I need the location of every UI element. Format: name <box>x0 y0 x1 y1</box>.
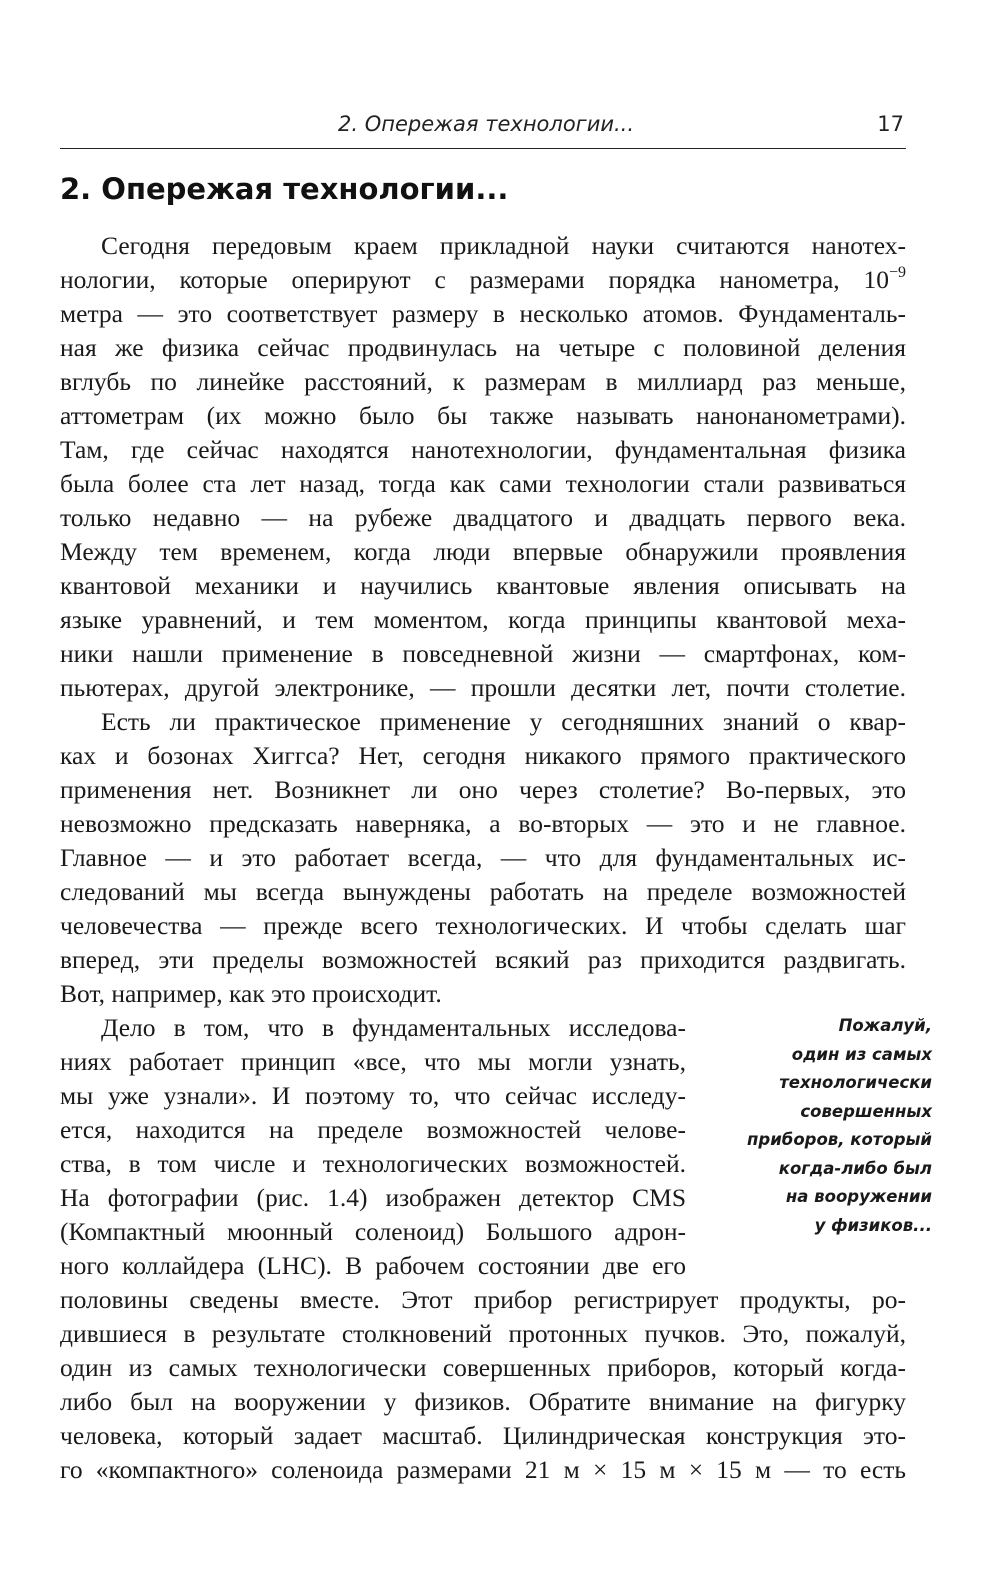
text-line: была более ста лет назад, тогда как сами технологии стали развиваться <box>60 469 906 498</box>
chapter-heading: 2. Опережая технологии... <box>60 172 509 206</box>
page-number: 17 <box>877 112 904 136</box>
running-title: 2. Опережая технологии... <box>338 112 635 136</box>
text-line: го «компактного» соленоида размерами 21 м × 15 м × 15 м — то есть <box>60 1455 906 1484</box>
text-line: Между тем временем, когда люди впервые обнаружили проявления <box>60 537 906 566</box>
margin-note-line: у физиков... <box>814 1215 932 1235</box>
text-line: (Компактный мюонный соленоид) Большого адрон- <box>60 1217 686 1246</box>
text-line: применения нет. Возникнет ли оно через столетие? Во-первых, это <box>60 775 906 804</box>
text-line: метра — это соответствует размеру в несколько атомов. Фундаменталь- <box>60 299 906 328</box>
text-line: ства, в том числе и технологических возможностей. <box>60 1149 686 1178</box>
margin-note-line: приборов, который <box>747 1130 932 1149</box>
text-line: пьютерах, другой электронике, — прошли десятки лет, почти столетие. <box>60 673 906 702</box>
margin-note-line: Пожалуй, <box>838 1016 932 1035</box>
margin-note-line: один из самых <box>791 1044 932 1064</box>
text-line: дившиеся в результате столкновений протонных пучков. Это, пожалуй, <box>60 1319 906 1348</box>
text-line: Главное — и это работает всегда, — что для фундаментальных ис- <box>60 843 906 872</box>
text-line: На фотографии (рис. 1.4) изображен детектор CMS <box>60 1183 686 1212</box>
text-line: только недавно — на рубеже двадцатого и двадцать первого века. <box>60 503 906 532</box>
text-line: вглубь по линейке расстояний, к размерам в миллиард раз меньше, <box>60 367 906 396</box>
text-line: Дело в том, что в фундаментальных исследова- <box>101 1013 686 1042</box>
text-line: аттометрам (их можно было бы также называть нанонанометрами). <box>60 401 906 430</box>
text-line: ниях работает принцип «все, что мы могли узнать, <box>60 1047 686 1076</box>
text-line: Есть ли практическое применение у сегодняшних знаний о квар- <box>101 707 906 736</box>
text-line-with-exponent: нологии, которые оперируют с размерами порядка нанометра, $10^{-9}$ <box>60 264 907 294</box>
text-line: ники нашли применение в повседневной жизни — смартфонах, ком- <box>60 639 906 668</box>
text-line: невозможно предсказать наверняка, а во-вторых — это и не главное. <box>60 809 906 838</box>
text-line: половины сведены вместе. Этот прибор регистрирует продукты, ро- <box>60 1285 906 1314</box>
text-line: ках и бозонах Хиггса? Нет, сегодня никакого прямого практического <box>60 741 906 770</box>
text-line: человечества — прежде всего технологических. И чтобы сделать шаг <box>60 911 906 940</box>
exponent-base: 10 <box>863 265 889 294</box>
text-line: квантовой механики и научились квантовые явления описывать на <box>60 571 906 600</box>
margin-note-line: на вооружении <box>785 1187 932 1206</box>
text-line: Там, где сейчас находятся нанотехнологии, фундаментальная физика <box>60 435 906 464</box>
text-line: один из самых технологически совершенных приборов, который когда- <box>60 1353 906 1382</box>
exponent-power: −9 <box>888 264 907 281</box>
text-line: либо был на вооружении у физиков. Обратите внимание на фигурку <box>60 1387 906 1416</box>
text-line: ного коллайдера (LHC). В рабочем состоянии две его <box>60 1251 686 1280</box>
margin-note-line: совершенных <box>800 1101 932 1121</box>
text-line: ная же физика сейчас продвинулась на четыре с половиной деления <box>60 333 906 362</box>
text-line: мы уже узнали». И поэтому то, что сейчас исследу- <box>60 1081 686 1110</box>
running-header <box>60 110 906 149</box>
text-line: Сегодня передовым краем прикладной науки считаются нанотех- <box>101 231 906 260</box>
margin-note-line: технологически <box>779 1073 932 1092</box>
text-line: Вот, например, как это происходит. <box>60 979 442 1008</box>
text-line: языке уравнений, и тем моментом, когда принципы квантовой меха- <box>60 605 906 634</box>
text-line: вперед, эти пределы возможностей всякий раз приходится раздвигать. <box>60 945 906 974</box>
text-line: человека, который задает масштаб. Цилиндрическая конструкция это- <box>60 1421 906 1450</box>
margin-note-line: когда-либо был <box>778 1158 932 1178</box>
text-line: ется, находится на пределе возможностей челове- <box>60 1115 686 1144</box>
margin-note <box>700 1012 932 1240</box>
text-line: следований мы всегда вынуждены работать на пределе возможностей <box>60 877 906 906</box>
